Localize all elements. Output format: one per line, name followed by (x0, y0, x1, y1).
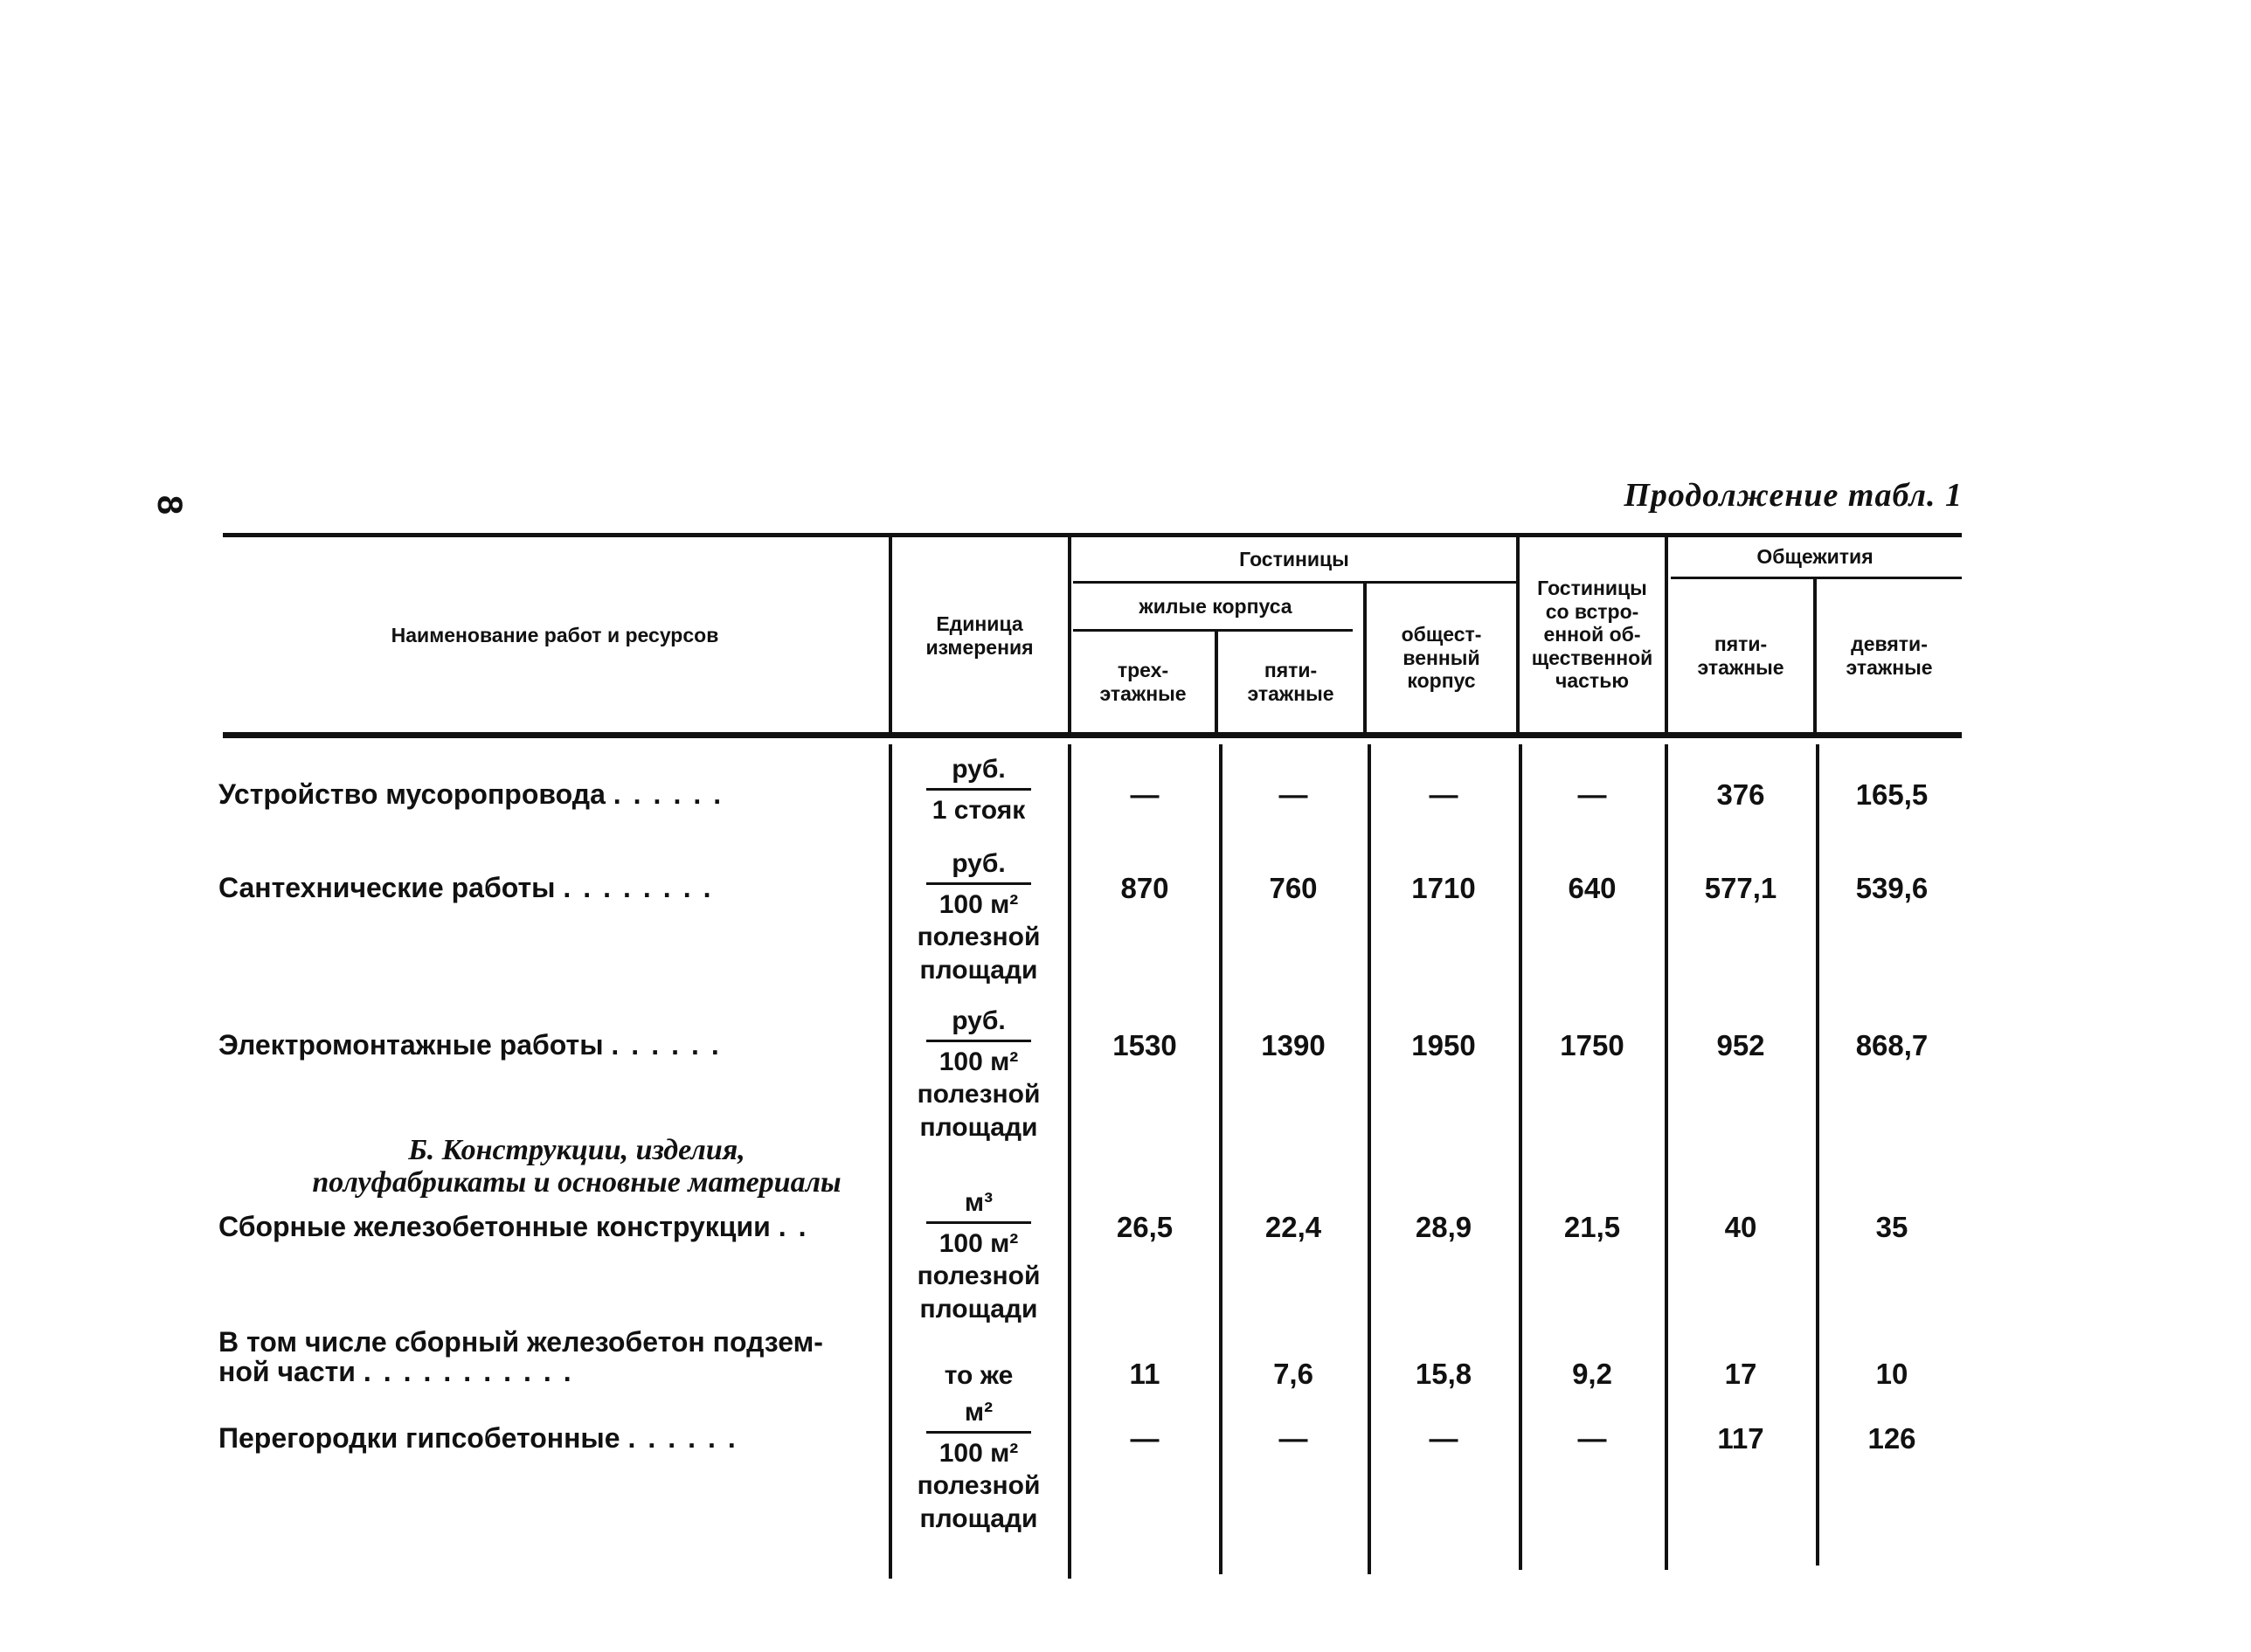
row-value: 1530 (1112, 1029, 1177, 1061)
row-label: Сборные железобетонные конструкции .. (218, 1211, 819, 1242)
row-value: 126 (1867, 1422, 1916, 1455)
row-label: Сантехнические работы ........ (218, 872, 724, 903)
row-value: 870 (1120, 872, 1169, 904)
header-residential-blocks: жилые корпуса (1139, 594, 1292, 618)
row-value: — (1130, 778, 1160, 811)
row-value: 577,1 (1704, 872, 1777, 904)
row-value: — (1577, 1422, 1607, 1455)
row-unit: руб. 100 м² полезной площади (917, 849, 1041, 985)
header-public-block: общест- венный корпус (1401, 623, 1482, 693)
row-value: — (1278, 778, 1308, 811)
column-divider (1068, 744, 1071, 1579)
row-value: 22,4 (1264, 1211, 1322, 1243)
row-value: 9,2 (1572, 1358, 1612, 1390)
header-dormitories: Общежития (1756, 545, 1874, 569)
row-label: Электромонтажные работы ...... (218, 1029, 731, 1061)
row-unit: м² 100 м² полезной площади (917, 1398, 1041, 1533)
row-unit: м³ 100 м² полезной площади (917, 1188, 1041, 1324)
header-five-storey-hotel: пяти- этажные (1247, 659, 1334, 705)
row-label: Перегородки гипсобетонные ...... (218, 1422, 748, 1454)
row-value: 28,9 (1415, 1211, 1472, 1243)
row-value: 21,5 (1563, 1211, 1621, 1243)
row-value: 868,7 (1855, 1029, 1929, 1061)
row-value: — (1577, 778, 1607, 811)
row-unit: то же (944, 1361, 1014, 1390)
row-value: 376 (1716, 778, 1765, 811)
row-value: 15,8 (1415, 1358, 1472, 1390)
section-b-title: Б. Конструкции, изделия, полуфабрикаты и основные материалы (312, 1134, 842, 1199)
row-value: 17 (1724, 1358, 1757, 1390)
row-value: 1390 (1261, 1029, 1326, 1061)
row-value: — (1278, 1422, 1308, 1455)
row-value: 10 (1875, 1358, 1908, 1390)
header-five-storey-dorm: пяти- этажные (1697, 632, 1784, 679)
row-label: В том числе сборный железобетон подзем- ной части ........... (218, 1326, 823, 1387)
header-unit-column: Единица измерения (925, 612, 1034, 659)
page-number: 8 (150, 494, 190, 515)
column-divider (1816, 744, 1819, 1566)
header-three-storey: трех- этажные (1099, 659, 1187, 705)
row-value: — (1429, 1422, 1458, 1455)
row-value: — (1130, 1422, 1160, 1455)
row-value: 640 (1568, 872, 1617, 904)
row-label: Устройство мусоропровода ...... (218, 778, 734, 810)
row-value: 7,6 (1273, 1358, 1313, 1390)
column-divider (1368, 744, 1371, 1574)
header-name-column: Наименование работ и ресурсов (391, 624, 719, 647)
row-value: 35 (1875, 1211, 1908, 1243)
row-value: 40 (1724, 1211, 1757, 1243)
row-unit: руб. 1 стояк (896, 753, 1062, 826)
header-nine-storey: девяти- этажные (1846, 632, 1933, 679)
column-divider (1665, 744, 1668, 1570)
table-continuation-title: Продолжение табл. 1 (1624, 477, 1963, 514)
row-value: 26,5 (1116, 1211, 1174, 1243)
row-unit: руб. 100 м² полезной площади (917, 1006, 1041, 1142)
header-hotels: Гостиницы (1239, 547, 1349, 570)
row-value: 1950 (1411, 1029, 1476, 1061)
row-value: 952 (1716, 1029, 1765, 1061)
column-divider (1219, 744, 1222, 1574)
row-value: 117 (1717, 1422, 1764, 1455)
header-hotels-builtin: Гостиницы со встро- енной об- щественной частью (1531, 577, 1653, 693)
row-value: 11 (1129, 1358, 1160, 1390)
row-value: 1710 (1411, 872, 1476, 904)
row-value: — (1429, 778, 1458, 811)
row-value: 1750 (1560, 1029, 1624, 1061)
row-value: 760 (1269, 872, 1318, 904)
row-value: 165,5 (1855, 778, 1929, 811)
row-value: 539,6 (1855, 872, 1929, 904)
